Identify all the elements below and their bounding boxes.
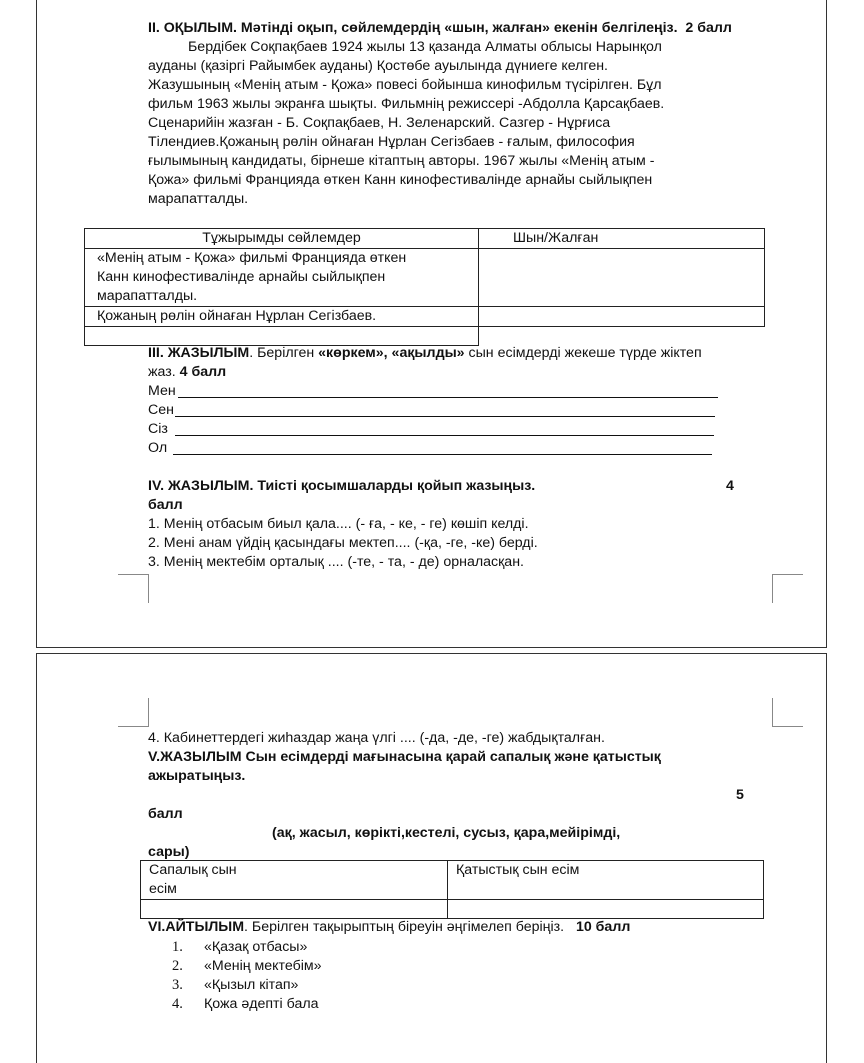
crop-mark-left [118,698,149,727]
adjective-list: (ақ, жасыл, көрікті,кестелі, сусыз, қара,мейірімді, [272,825,621,841]
passage-line: марапатталды. [148,191,249,207]
section-4-title: IV. ЖАЗЫЛЫМ. Тиісті қосымшаларды қойып жазыңыз. [148,478,536,494]
section-3-title: III. ЖАЗЫЛЫМ. Берілген «көркем», «ақылды» сын есімдерді жекеше түрде жіктеп [148,345,702,361]
pronoun-siz: Сіз [148,421,168,437]
answer-cell-2[interactable] [479,307,765,327]
adjective-classification-table [140,860,764,919]
passage-line: ғылымының кандидаты, бірнеше кітаптың авторы. 1967 жылы «Менің атым - [148,153,655,169]
list-item: 1. «Қазақ отбасы» [172,939,308,955]
table-row-statement-1: «Менің атым - Қожа» фильмі Францияда өткен Канн кинофестивалінде арнайы сыйлықпен марапатталды. [85,249,479,307]
table-row-empty[interactable] [85,327,479,346]
section-4-points-number: 4 [726,478,734,494]
pronoun-sen: Сен [148,402,174,418]
passage-line: Тілендиев.Қожаның рөлін ойнаған Нұрлан Сегізбаев - ғалым, философия [148,134,635,150]
adjective-list-line2: сары) [148,844,190,860]
answer-cell-1[interactable] [479,249,765,307]
section-5-title-line2: ажыратыңыз. [148,768,246,784]
section-6-title: VI.АЙТЫЛЫМ. Берілген тақырыптың біреуін әңгімелеп беріңіз. 10 балл [148,919,631,935]
passage-line: ауданы (қазіргі Райымбек ауданы) Қостөбе ауылында дүниеге келген. [148,58,608,74]
answer-line-men[interactable] [178,397,718,398]
table-header-statements: Тұжырымды сөйлемдер [85,229,479,249]
answer-cell-qualitative[interactable] [141,900,448,919]
table-header-qualitative: Сапалық сын есім [141,861,448,900]
passage-line: Сценарийін жазған - Б. Соқпақбаев, Н. Зеленарский. Сазгер - Нұрғиса [148,115,611,131]
passage-line: Қожа» фильмі Францияда өткен Канн кинофестивалінде арнайы сыйлықпен [148,172,653,188]
exercise-item-4: 4. Кабинеттердегі жиһаздар жаңа үлгі .... (-да, -де, -ге) жабдықталған. [148,730,605,746]
exercise-item-3: 3. Менің мектебім орталық .... (-те, - та, - де) орналасқан. [148,554,524,570]
table-row-empty-right [479,327,765,346]
crop-mark-right [772,698,803,727]
section-5-points-word: балл [148,806,183,822]
pronoun-men: Мен [148,383,176,399]
crop-mark-left [118,574,149,603]
pronoun-ol: Ол [148,440,168,456]
answer-cell-relative[interactable] [448,900,764,919]
section-5-title: V.ЖАЗЫЛЫМ Сын есімдерді мағынасына қарай сапалық және қатыстық [148,749,661,765]
section-2-title: II. ОҚЫЛЫМ. Мәтінді оқып, сөйлемдердің «шын, жалған» екенін белгілеңіз. 2 балл [148,20,732,36]
table-header-true-false: Шын/Жалған [479,229,765,249]
list-item: 2. «Менің мектебім» [172,958,322,974]
answer-line-siz[interactable] [175,435,714,436]
passage-line: фильм 1963 жылы экранға шықты. Фильмнің режиссері -Абдолла Қарсақбаев. [148,96,665,112]
true-false-table [84,228,765,346]
list-item: 3. «Қызыл кітап» [172,977,299,993]
exercise-item-2: 2. Мені анам үйдің қасындағы мектеп.... (-қа, -ге, -ке) берді. [148,535,538,551]
table-row-statement-2: Қожаның рөлін ойнаған Нұрлан Сегізбаев. [85,307,479,327]
exercise-item-1: 1. Менің отбасым биыл қала.... (- ға, - ке, - ге) көшіп келді. [148,516,529,532]
crop-mark-right [772,574,803,603]
passage-line: Жазушының «Менің атым - Қожа» повесі бойынша кинофильм түсірілген. Бұл [148,77,662,93]
section-3-title-line2: жаз. 4 балл [148,364,227,380]
list-item: 4. Қожа әдепті бала [172,996,319,1012]
section-4-points-word: балл [148,497,183,513]
passage-line: Бердібек Соқпақбаев 1924 жылы 13 қазанда Алматы облысы Нарынқол [188,39,662,55]
table-header-relative: Қатыстық сын есім [448,861,764,900]
answer-line-sen[interactable] [175,416,715,417]
answer-line-ol[interactable] [173,454,712,455]
section-5-points-number: 5 [736,787,744,803]
